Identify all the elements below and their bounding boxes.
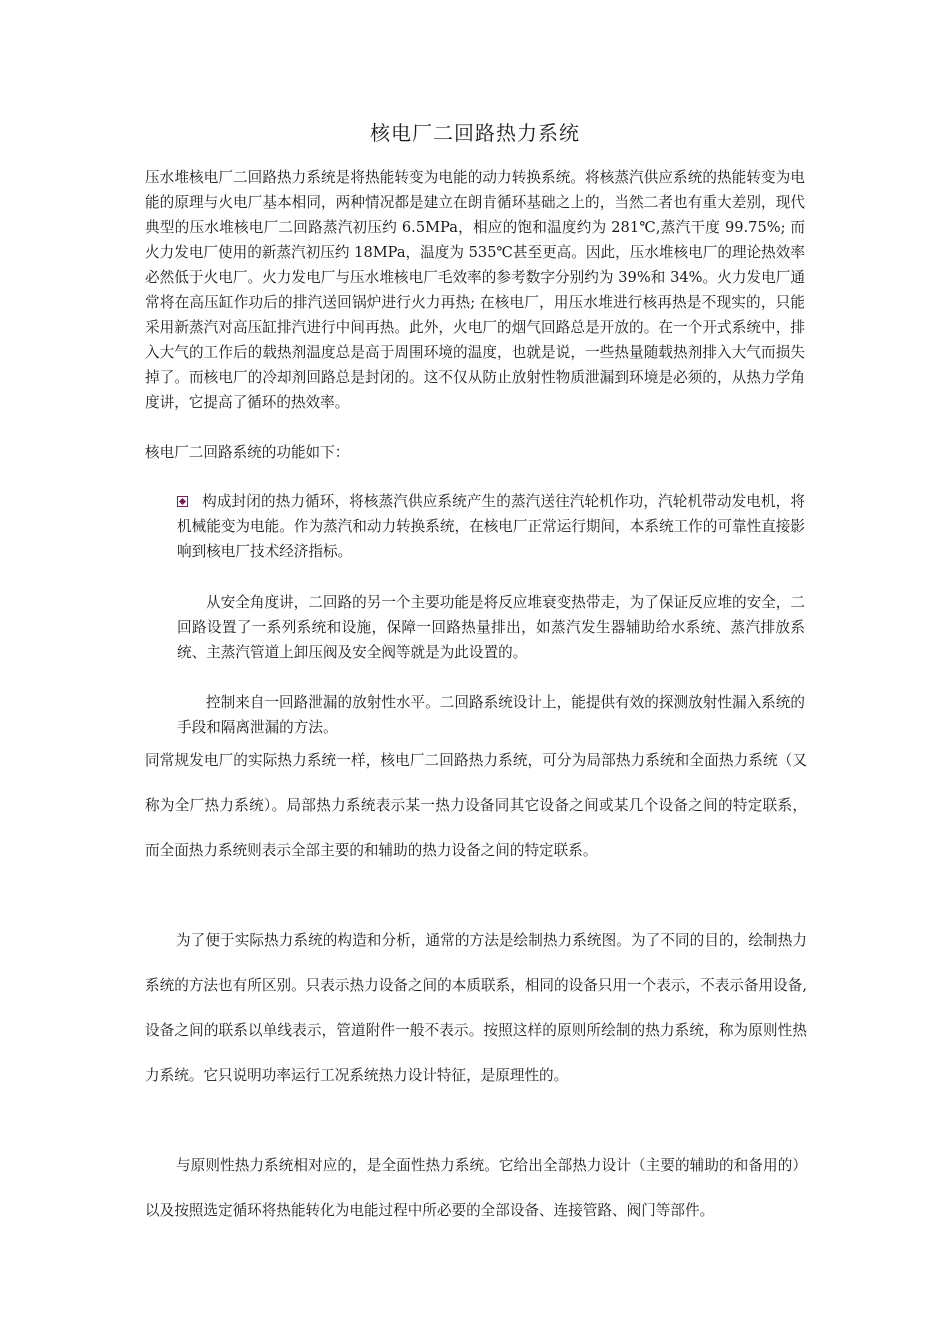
page-title: 核电厂二回路热力系统	[370, 121, 580, 145]
drawing-method-paragraph: 为了便于实际热力系统的构造和分析，通常的方法是绘制热力系统图。为了不同的目的，绘制热力系统的方法也有所区别。只表示热力设备之间的本质联系，相同的设备只用一个表示，不表示备用设备,设备之间的联系以单线表示，管道附件一般不表示。按照这样的原则所绘制的热力系统，称为原则性热力系统。它只说明功率运行工况系统热力设计特征，是原理性的。	[145, 932, 807, 1084]
full-system-paragraph: 与原则性热力系统相对应的，是全面性热力系统。它给出全部热力设计（主要的辅助的和备用的）以及按照选定循环将热能转化为电能过程中所必要的全部设备、连接管路、阀门等部件。	[145, 1157, 807, 1219]
diamond-bullet-icon	[177, 496, 188, 507]
control-paragraph: 控制来自一回路泄漏的放射性水平。二回路系统设计上，能提供有效的探测放射性漏入系统的手段和隔离泄漏的方法。	[177, 694, 805, 736]
bullet-item-text: 构成封闭的热力循环，将核蒸汽供应系统产生的蒸汽送往汽轮机作功，汽轮机带动发电机，将机械能变为电能。作为蒸汽和动力转换系统，在核电厂正常运行期间，本系统工作的可靠性直接影响到核电厂技术经济指标。	[177, 493, 805, 560]
bullet-list-item	[177, 489, 805, 564]
system-classification-paragraph: 同常规发电厂的实际热力系统一样，核电厂二回路热力系统，可分为局部热力系统和全面热力系统（又称为全厂热力系统）。局部热力系统表示某一热力设备同其它设备之间或某几个设备之间的特定联系，而全面热力系统则表示全部主要的和辅助的热力设备之间的特定联系。	[145, 752, 807, 859]
safety-paragraph: 从安全角度讲，二回路的另一个主要功能是将反应堆衰变热带走，为了保证反应堆的安全，二回路设置了一系列系统和设施，保障一回路热量排出，如蒸汽发生器辅助给水系统、蒸汽排放系统、主蒸汽管道上卸压阀及安全阀等就是为此设置的。	[177, 594, 805, 661]
intro-paragraph: 压水堆核电厂二回路热力系统是将热能转变为电能的动力转换系统。将核蒸汽供应系统的热能转变为电能的原理与火电厂基本相同，两种情况都是建立在朗肯循环基础之上的，当然二者也有重大差别，现代典型的压水堆核电厂二回路蒸汽初压约 6.5MPa，相应的饱和温度约为 281℃,蒸汽干度 99.75%; 而火力发电厂使用的新蒸汽初压约 18MPa，温度为 535℃甚至更高。因此，压水堆核电厂的理论热效率必然低于火电厂。火力发电厂与压水堆核电厂毛效率的参考数字分别约为 39%和 34%。火力发电厂通常将在高压缸作功后的排汽送回锅炉进行火力再热; 在核电厂，用压水堆进行核再热是不现实的，只能采用新蒸汽对高压缸排汽进行中间再热。此外，火电厂的烟气回路总是开放的。在一个开式系统中，排入大气的工作后的载热剂温度总是高于周围环境的温度，也就是说，一些热量随载热剂排入大气而损失掉了。而核电厂的冷却剂回路总是封闭的。这不仅从防止放射性物质泄漏到环境是必须的，从热力学角度讲，它提高了循环的热效率。	[145, 169, 805, 411]
functions-heading: 核电厂二回路系统的功能如下：	[145, 444, 350, 461]
